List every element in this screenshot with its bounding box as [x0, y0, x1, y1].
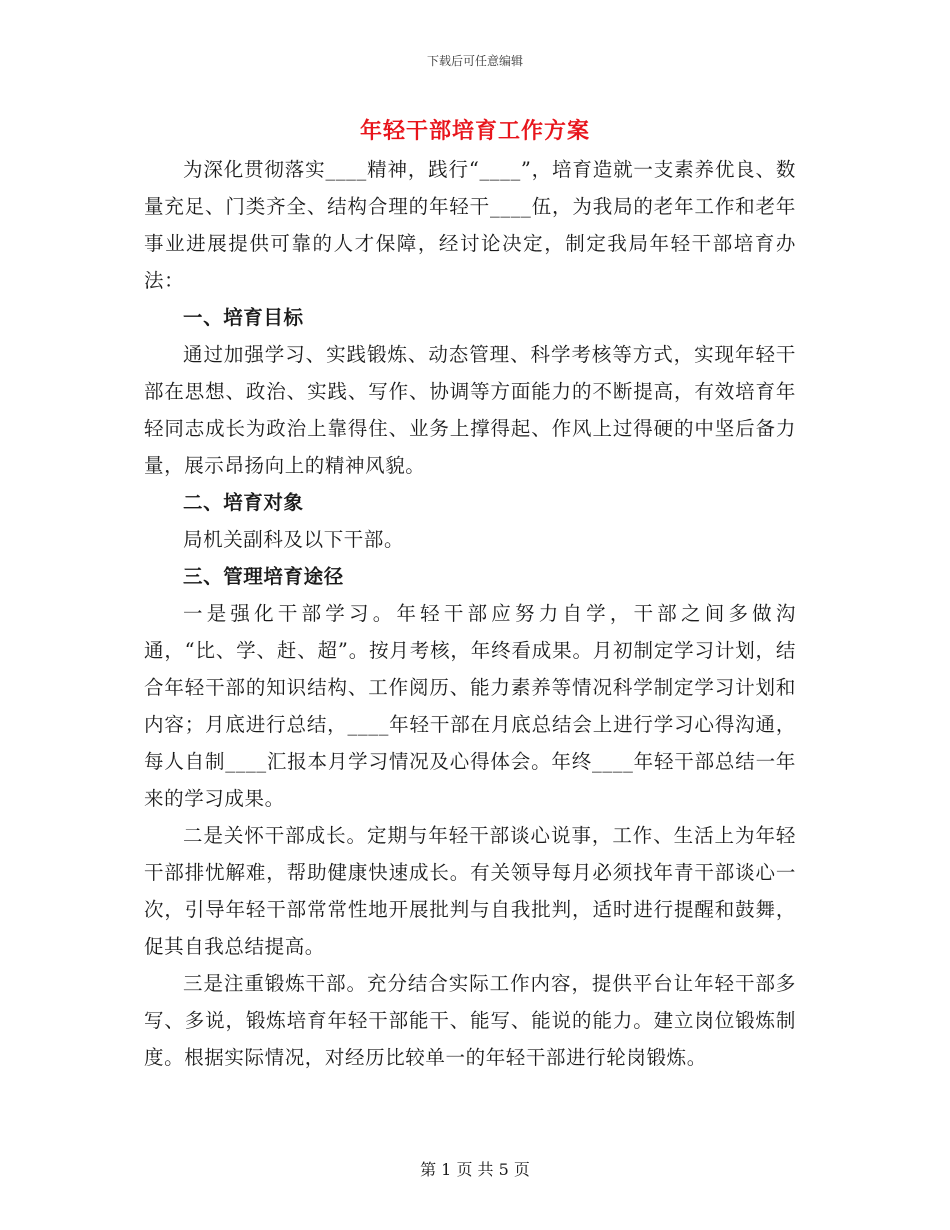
section-paragraph: 三是注重锻炼干部。充分结合实际工作内容，提供平台让年轻干部多写、多说，锻炼培育年轻干部能干、能写、能说的能力。建立岗位锻炼制度。根据实际情况，对经历比较单一的年轻干部进行轮岗锻炼。 — [144, 972, 796, 1069]
section-heading-goals: 一、培育目标 — [183, 306, 304, 329]
document-title: 年轻干部培育工作方案 — [359, 118, 590, 144]
page-header-note: 下载后可任意编辑 — [426, 54, 523, 68]
intro-paragraph: 为深化贯彻落实____精神，践行“____”，培育造就一支素养优良、数量充足、门类齐全、结构合理的年轻干____伍，为我局的老年工作和老年事业进展提供可靠的人才保障，经讨论决定，制定我局年轻干部培育办法： — [144, 158, 796, 292]
section-heading-approaches: 三、管理培育途径 — [183, 565, 344, 588]
page-number: 第 1 页 共 5 页 — [420, 1160, 530, 1179]
section-heading-targets: 二、培育对象 — [183, 491, 304, 514]
section-paragraph: 通过加强学习、实践锻炼、动态管理、科学考核等方式，实现年轻干部在思想、政治、实践、写作、协调等方面能力的不断提高，有效培育年轻同志成长为政治上靠得住、业务上撑得起、作风上过得硬的中坚后备力量，展示昂扬向上的精神风貌。 — [144, 343, 796, 477]
document-body — [144, 151, 796, 1076]
section-paragraph: 局机关副科及以下干部。 — [183, 528, 405, 551]
section-paragraph: 二是关怀干部成长。定期与年轻干部谈心说事，工作、生活上为年轻干部排忧解难，帮助健康快速成长。有关领导每月必须找年青干部谈心一次，引导年轻干部常常性地开展批判与自我批判，适时进行提醒和鼓舞，促其自我总结提高。 — [144, 824, 796, 958]
section-paragraph: 一是强化干部学习。年轻干部应努力自学，干部之间多做沟通，“比、学、赶、超”。按月考核，年终看成果。月初制定学习计划，结合年轻干部的知识结构、工作阅历、能力素养等情况科学制定学习计划和内容；月底进行总结，____年轻干部在月底总结会上进行学习心得沟通，每人自制____汇报本月学习情况及心得体会。年终____年轻干部总结一年来的学习成果。 — [144, 602, 796, 810]
